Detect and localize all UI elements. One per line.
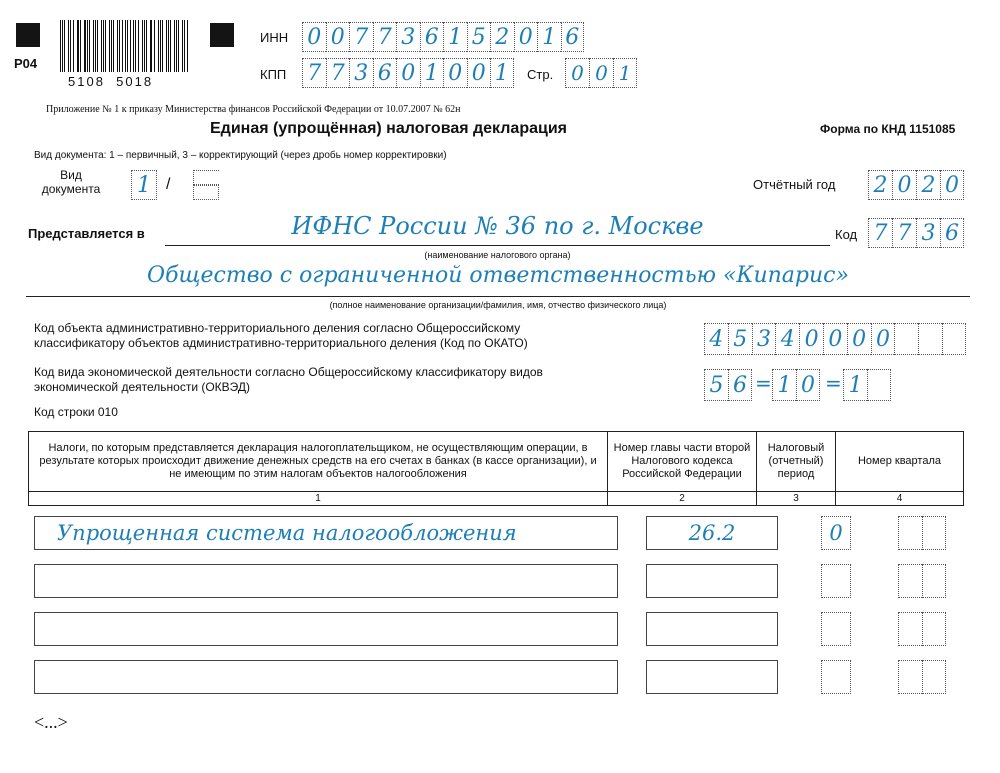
barcode-bar bbox=[170, 20, 171, 72]
okato-cell: 4 bbox=[775, 323, 799, 355]
quarter-field[interactable] bbox=[898, 612, 946, 646]
tax-name-field[interactable] bbox=[34, 612, 618, 646]
inn-cell: 2 bbox=[490, 22, 514, 52]
okved-g1-cell: 5 bbox=[704, 369, 728, 401]
code-cell: 6 bbox=[940, 218, 964, 248]
tax-authority-caption: (наименование налогового органа) bbox=[424, 250, 571, 260]
period-field[interactable] bbox=[821, 612, 851, 646]
page-cell: 0 bbox=[565, 58, 589, 88]
organization-caption: (полное наименование организации/фамилия, имя, отчество физического лица) bbox=[329, 300, 667, 310]
code-label: Код bbox=[835, 227, 858, 242]
quarter-cell bbox=[898, 564, 922, 598]
tax-name-field[interactable] bbox=[34, 660, 618, 694]
okato-cell: 4 bbox=[704, 323, 728, 355]
okato-label-line1: Код объекта административно-территориального деления согласно Общероссийскому bbox=[34, 321, 521, 335]
okved-g3-cell bbox=[867, 369, 891, 401]
doc-type-slash: / bbox=[166, 176, 171, 193]
okato-label-line2: классификатору объектов административно-территориального деления (Код по ОКАТО) bbox=[34, 336, 528, 350]
chapter-field[interactable]: 26.2 bbox=[646, 516, 778, 550]
inn-cell: 7 bbox=[373, 22, 397, 52]
kpp-cell: 3 bbox=[349, 58, 373, 88]
kpp-cell: 6 bbox=[373, 58, 397, 88]
ellipsis-marker: <...> bbox=[34, 712, 68, 732]
barcode-bar bbox=[138, 20, 139, 72]
okved-g2-cell: 0 bbox=[796, 369, 820, 401]
barcode-number: 5108 5018 bbox=[68, 74, 154, 89]
doc-type-label-line2: документа bbox=[41, 182, 101, 196]
okato-cell: 0 bbox=[823, 323, 847, 355]
code-cell: 3 bbox=[916, 218, 940, 248]
barcode-bar bbox=[80, 20, 81, 72]
correction-cell bbox=[193, 170, 219, 185]
col1-number: 1 bbox=[29, 492, 608, 506]
barcode-bar bbox=[166, 20, 167, 72]
year-cell: 2 bbox=[916, 170, 940, 200]
barcode-bar bbox=[142, 20, 143, 72]
appendix-note: Приложение № 1 к приказу Министерства финансов Российской Федерации от 10.07.2007 № 62н bbox=[46, 104, 461, 115]
year-cell: 0 bbox=[940, 170, 964, 200]
inn-cell: 5 bbox=[467, 22, 491, 52]
okato-cell bbox=[918, 323, 942, 355]
kpp-field[interactable] bbox=[302, 58, 514, 88]
tax-name-field[interactable] bbox=[34, 564, 618, 598]
quarter-field[interactable] bbox=[898, 660, 946, 694]
okved-label-line1: Код вида экономической деятельности согласно Общероссийскому классификатору видов bbox=[34, 365, 543, 379]
okato-cell bbox=[942, 323, 966, 355]
quarter-cell bbox=[898, 660, 922, 694]
row-code-label: Код строки 010 bbox=[34, 405, 118, 419]
barcode-bar bbox=[60, 20, 61, 72]
inn-field[interactable] bbox=[302, 22, 584, 52]
year-cell: 0 bbox=[892, 170, 916, 200]
correction-number-field[interactable] bbox=[193, 170, 219, 200]
chapter-field[interactable] bbox=[646, 612, 778, 646]
okato-cell: 0 bbox=[799, 323, 823, 355]
code-cell: 7 bbox=[868, 218, 892, 248]
alignment-marker-left bbox=[16, 23, 40, 47]
okved-separator-2: = bbox=[825, 371, 842, 395]
tax-name-field[interactable]: Упрощенная система налогообложения bbox=[34, 516, 618, 550]
doc-type-hint: Вид документа: 1 – первичный, 3 – корректирующий (через дробь номер корректировки) bbox=[34, 150, 447, 161]
barcode-bar bbox=[178, 20, 179, 72]
doc-type-field[interactable] bbox=[131, 170, 157, 200]
tax-authority-underline bbox=[165, 245, 830, 246]
quarter-cell bbox=[898, 516, 922, 550]
col2-header: Номер главы части второй Налогового кодекса Российской Федерации bbox=[608, 432, 757, 492]
alignment-marker-right bbox=[210, 23, 234, 47]
quarter-cell bbox=[922, 516, 946, 550]
okato-cell: 5 bbox=[728, 323, 752, 355]
barcode-bar bbox=[84, 20, 85, 72]
doc-type-label bbox=[34, 168, 108, 196]
inn-cell: 0 bbox=[326, 22, 350, 52]
barcode-bar bbox=[133, 20, 134, 72]
page-cell: 0 bbox=[589, 58, 613, 88]
kpp-cell: 0 bbox=[467, 58, 491, 88]
barcode-bar bbox=[97, 20, 98, 72]
taxes-table-header bbox=[28, 431, 964, 506]
barcode bbox=[60, 20, 190, 72]
tax-office-code-field[interactable] bbox=[868, 218, 964, 248]
kpp-label: КПП bbox=[260, 67, 287, 82]
barcode-bar bbox=[125, 20, 126, 72]
col1-header: Налоги, по которым представляется декларация налогоплательщиком, не осуществляющим операции, в результате которых происходит движение денежных средств на его счетах в банках (в кассе организации), и не имеющим по этим налогам объектов налогообложения bbox=[29, 432, 608, 492]
inn-cell: 6 bbox=[420, 22, 444, 52]
col2-number: 2 bbox=[608, 492, 757, 506]
inn-cell: 1 bbox=[443, 22, 467, 52]
kpp-cell: 7 bbox=[302, 58, 326, 88]
col3-number: 3 bbox=[757, 492, 836, 506]
page-code: P04 bbox=[14, 56, 38, 71]
okved-separator-1: = bbox=[755, 371, 772, 395]
okato-label bbox=[34, 321, 528, 351]
kpp-cell: 1 bbox=[420, 58, 444, 88]
okved-g1-cell: 6 bbox=[728, 369, 752, 401]
kpp-cell: 7 bbox=[326, 58, 350, 88]
barcode-bar bbox=[105, 20, 106, 72]
okato-cell: 3 bbox=[752, 323, 776, 355]
col4-header: Номер квартала bbox=[836, 432, 964, 492]
col3-header: Налоговый (отчетный) период bbox=[757, 432, 836, 492]
report-year-field[interactable] bbox=[868, 170, 964, 200]
barcode-bar bbox=[93, 20, 94, 72]
okved-group-3[interactable] bbox=[843, 369, 891, 401]
quarter-cell bbox=[922, 660, 946, 694]
okato-cell: 0 bbox=[847, 323, 871, 355]
inn-label: ИНН bbox=[260, 30, 289, 45]
barcode-bar bbox=[158, 20, 159, 72]
okato-cell: 0 bbox=[871, 323, 895, 355]
chapter-field[interactable] bbox=[646, 660, 778, 694]
okato-field[interactable] bbox=[704, 323, 966, 355]
correction-cell bbox=[193, 185, 219, 200]
quarter-cell bbox=[922, 612, 946, 646]
year-cell: 2 bbox=[868, 170, 892, 200]
barcode-bar bbox=[68, 20, 69, 72]
okved-g3-cell: 1 bbox=[843, 369, 867, 401]
year-label: Отчётный год bbox=[753, 177, 836, 192]
page-title: Единая (упрощённая) налоговая декларация bbox=[210, 120, 567, 137]
okved-group-1[interactable] bbox=[704, 369, 752, 401]
quarter-field[interactable] bbox=[898, 516, 946, 550]
inn-cell: 0 bbox=[514, 22, 538, 52]
doc-type-label-line1: Вид bbox=[60, 168, 82, 182]
quarter-field[interactable] bbox=[898, 564, 946, 598]
page-cell: 1 bbox=[613, 58, 637, 88]
inn-cell: 3 bbox=[396, 22, 420, 52]
page-number-field[interactable] bbox=[565, 58, 637, 88]
submitted-label: Представляется в bbox=[28, 226, 145, 241]
doc-type-value: 1 bbox=[131, 170, 157, 200]
period-field[interactable] bbox=[821, 660, 851, 694]
barcode-bar bbox=[117, 20, 118, 72]
period-field[interactable]: 0 bbox=[821, 516, 851, 550]
organization-value[interactable]: Общество с ограниченной ответственностью «Кипарис» bbox=[147, 263, 849, 288]
quarter-cell bbox=[898, 612, 922, 646]
barcode-bar bbox=[151, 20, 152, 72]
organization-underline bbox=[26, 296, 970, 297]
okved-group-2[interactable] bbox=[772, 369, 820, 401]
period-field[interactable] bbox=[821, 564, 851, 598]
okato-cell bbox=[894, 323, 918, 355]
form-code: Форма по КНД 1151085 bbox=[820, 122, 956, 136]
tax-authority-value[interactable]: ИФНС России № 36 по г. Москве bbox=[291, 212, 704, 240]
kpp-cell: 0 bbox=[443, 58, 467, 88]
barcode-bar bbox=[184, 20, 185, 72]
col4-number: 4 bbox=[836, 492, 964, 506]
barcode-bar bbox=[113, 20, 114, 72]
inn-cell: 6 bbox=[561, 22, 585, 52]
quarter-cell bbox=[922, 564, 946, 598]
chapter-field[interactable] bbox=[646, 564, 778, 598]
kpp-cell: 1 bbox=[490, 58, 514, 88]
okved-label-line2: экономической деятельности (ОКВЭД) bbox=[34, 380, 251, 394]
kpp-cell: 0 bbox=[396, 58, 420, 88]
barcode-bar bbox=[73, 20, 74, 72]
inn-cell: 0 bbox=[302, 22, 326, 52]
code-cell: 7 bbox=[892, 218, 916, 248]
okved-g2-cell: 1 bbox=[772, 369, 796, 401]
okved-label bbox=[34, 365, 543, 395]
page-label: Стр. bbox=[527, 67, 554, 82]
inn-cell: 7 bbox=[349, 22, 373, 52]
inn-cell: 1 bbox=[537, 22, 561, 52]
